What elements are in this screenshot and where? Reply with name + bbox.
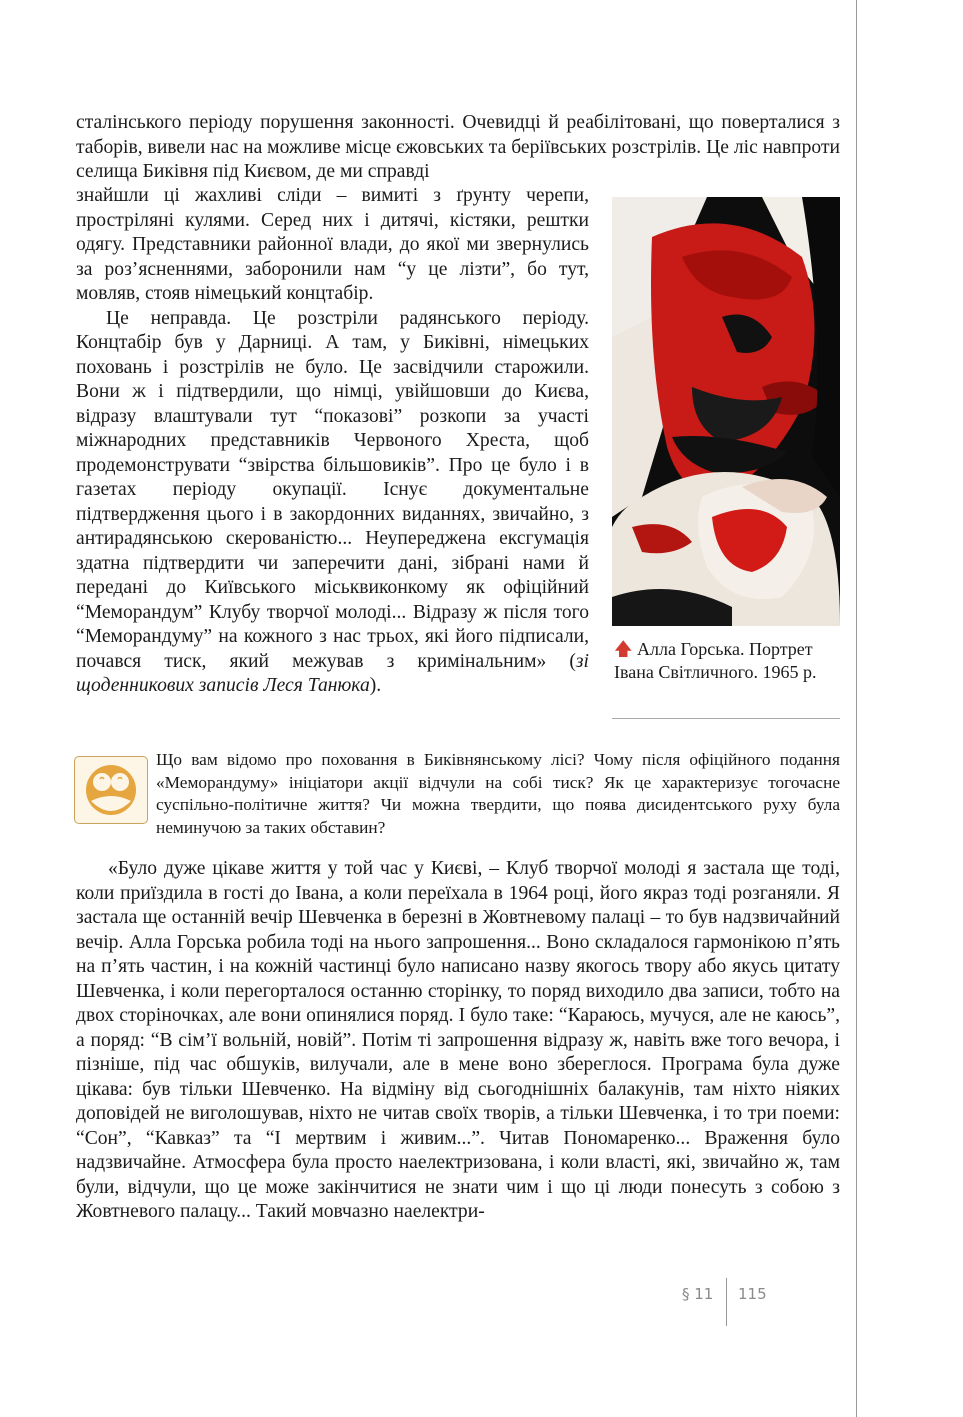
page-number: 115: [738, 1285, 767, 1303]
paragraph-2: [76, 307, 589, 699]
caption-divider: [612, 718, 840, 719]
figure-caption: [614, 638, 842, 683]
portrait-painting: [612, 197, 840, 626]
section-number: § 11: [682, 1285, 714, 1303]
footer-separator: [726, 1278, 727, 1326]
paragraph-2-end: ).: [369, 675, 382, 696]
left-column-text: [76, 184, 589, 699]
memoir-quote: «Було дуже цікаве життя у той час у Києві, – Клуб творчої молоді я застала ще тоді, коли приїздила в гості до Івана, а коли переїхала в 1964 році, його якраз тоді розганяли. Я застала ще останній вечір Шевченка в березні в Жовтневому палаці – то був надзвичайний вечір. Алла Горська робила тоді на нього запрошення... Воно складалося гармонікою п’ять на п’ять частин, і на кожній частинці було написано назву якогось твору або якусь цитату Шевченка, і коли перегорталося останню сторінку, то поряд виходило два записи, тобто на двох сторіночках, але вони опинялися поряд. І було таке: “Караюсь, мучуся, але не каюсь”, а поряд: “В сім’ї вольній, новій”. Потім ті запрошення відразу ж, навіть вже того вечора, і пізніше, під час обшуків, вилучали, але в мене воно збереглося. Програма була дуже цікава: був тільки Шевченко. На відміну від сьогоднішніх балакунів, там ніхто ніяких доповідей не виголошував, ніхто не читав своїх творів, а тільки Шевченка, і то три поеми: “Сон”, “Кавказ” та “І мертвим і живим...”. Читав Пономаренко... Враження було надзвичайне. Атмосфера була просто наелектризована, і коли власті, які, звичайно ж, там були, відчули, що це може закінчитися не знати чим і що ці люди понесуть з собою з Жовтневого палацу... Такий мовчазно наелектри-: [76, 858, 840, 1222]
discussion-icon: [74, 756, 148, 824]
page-margin-line: [856, 0, 857, 1417]
discussion-questions: Що вам відомо про поховання в Биківнянському лісі? Чому після офіційного подання «Меморандуму» ініціатори акції відчули на собі тиск? Як це характеризує тогочасне суспільно-політичне життя? Чи можна твердити, що поява дисидентського руху була неминучою за таких обставин?: [156, 750, 840, 837]
caption-text: Алла Горська. Портрет Івана Світличного. 1965 р.: [614, 639, 817, 682]
paragraph-1: знайшли ці жахливі сліди – вимиті з ґрунту черепи, простріляні кулями. Серед них і дитячі, кістяки, рештки одягу. Представники районної влади, до якої ми звернулись за роз’ясненнями, заборонили нам “у це лізти”, бо тут, мовляв, стояв німецький концтабір.: [76, 185, 589, 304]
source-citation: зі щоденникових записів Леся Танюка: [76, 650, 589, 696]
top-paragraph: сталінського періоду порушення законності. Очевидці й реабілітовані, що поверталися з таборів, вивели нас на можливе місце єжовських та беріївських розстрілів. Це ліс навпроти селища Биківня під Києвом, де ми справді: [76, 112, 840, 182]
up-arrow-icon: 🡅: [614, 639, 633, 659]
paragraph-2-body: Це неправда. Це розстріли радянського періоду. Концтабір був у Дарниці. А там, у Биківні, німецьких поховань і розстрілів не було. Це засвідчили старожили. Вони ж і підтвердили, що німці, увійшовши до Києва, відразу влаштували тут “показові” розкопи за участі міжнародних представників Червоного Хреста, щоб продемонструвати “звірства більшовиків”. Про це було і в газетах періоду окупації. Існує документальне підтвердження цього і в закордонних виданнях, звичайно, з антирадянською скерованістю... Неупереджена ексгумація здатна підтвердити чи заперечити дані, зібрані нами й передані до Київського міськвиконкому як офіційний “Меморандум” Клубу творчої молоді... Відразу ж після того “Меморандуму” на кожного з нас трьох, які його підписали, почався тиск, який межував з кримінальним» (: [76, 307, 589, 672]
